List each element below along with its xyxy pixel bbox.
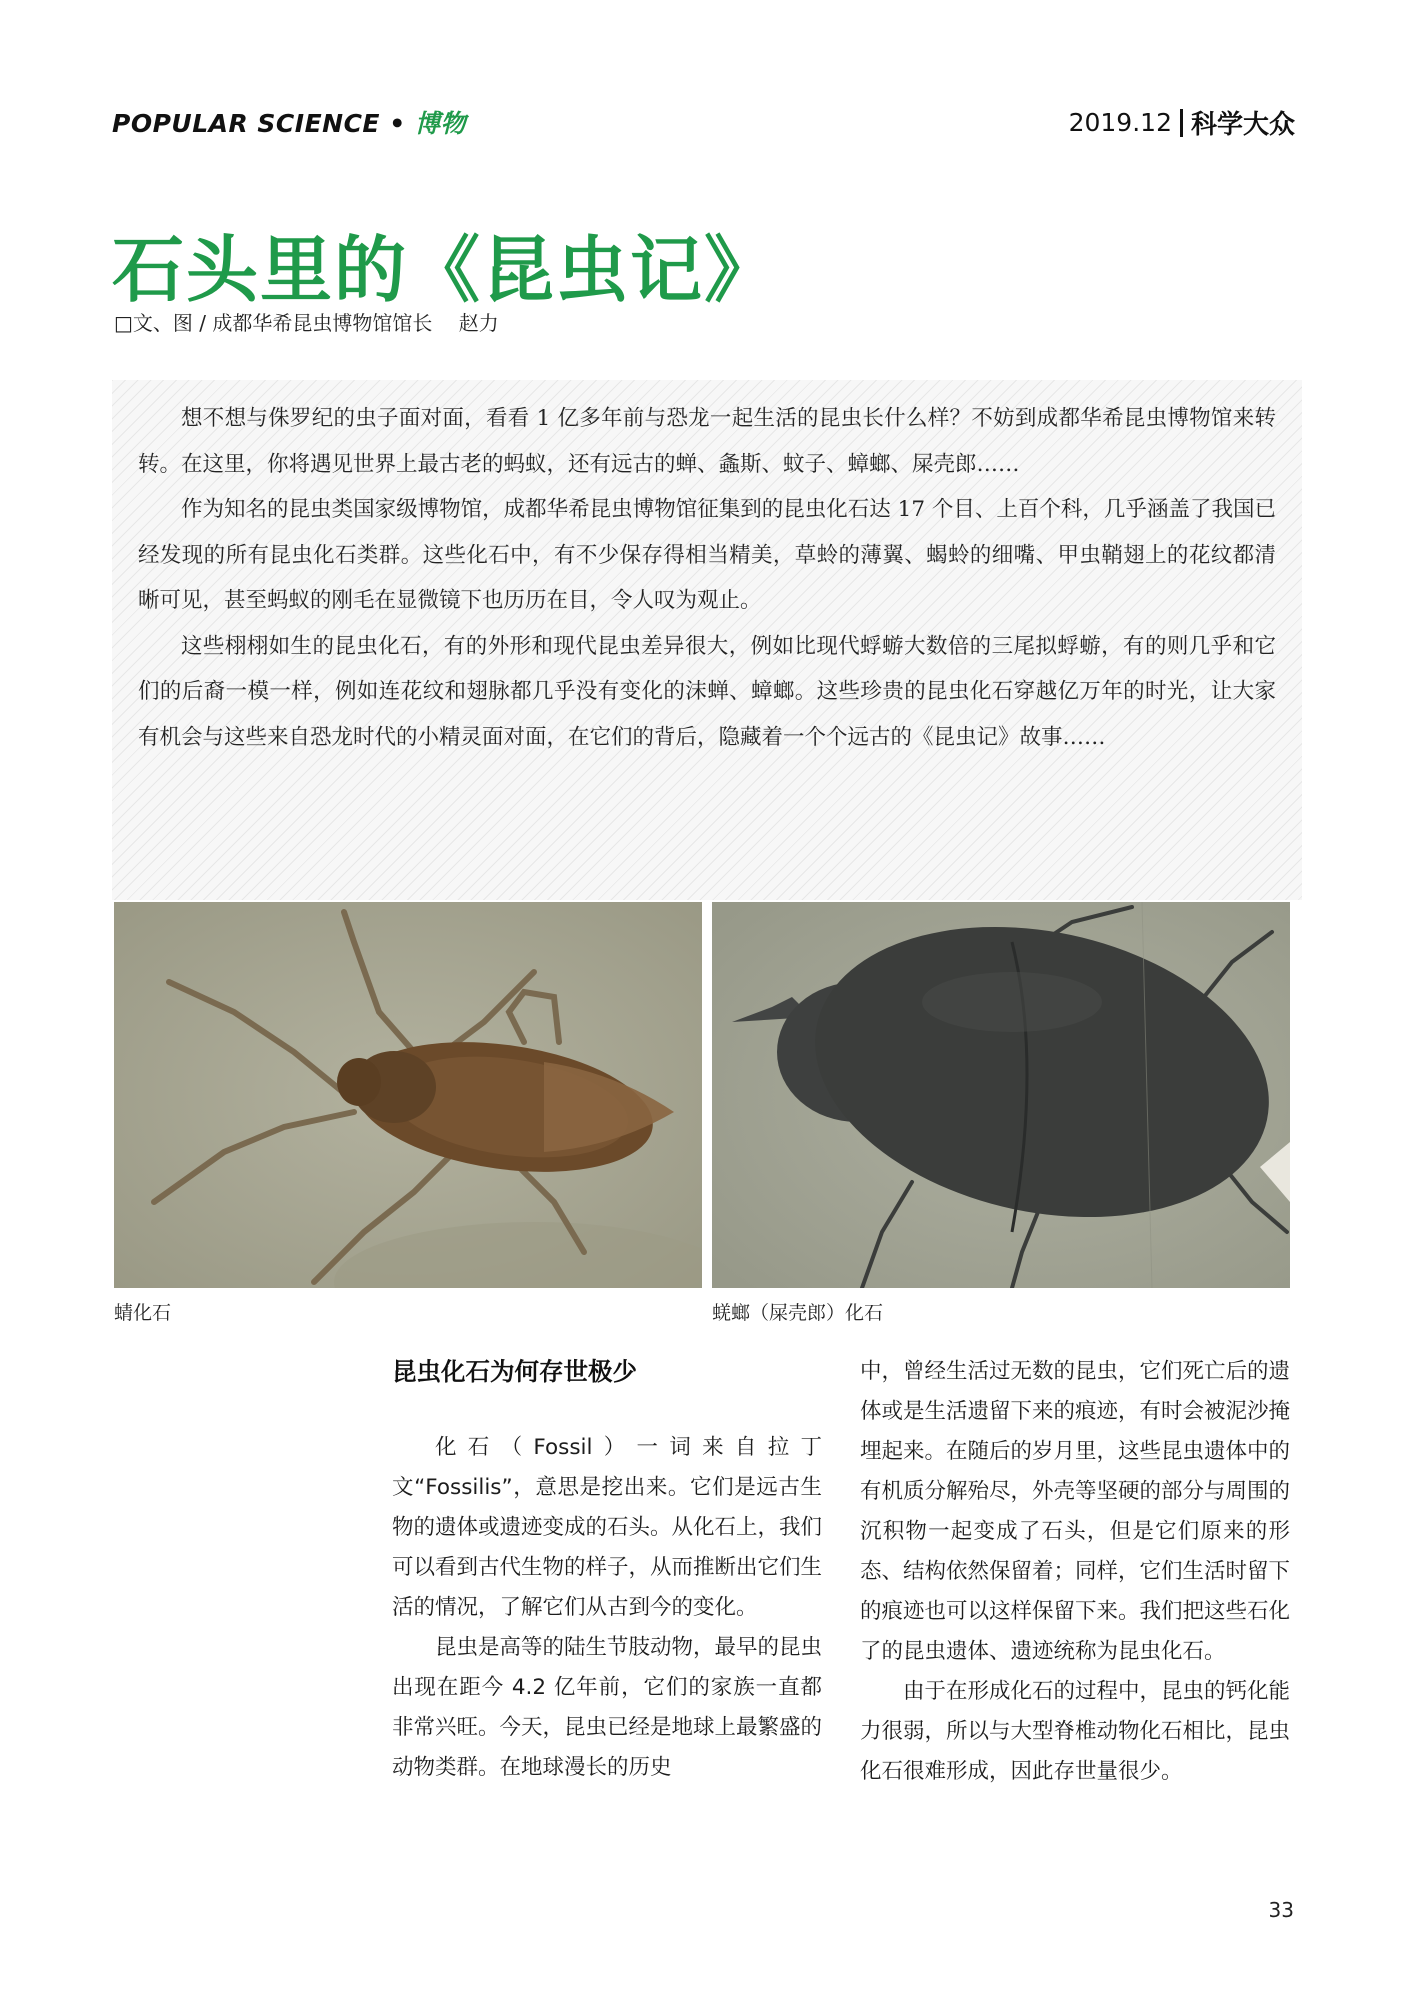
author-name: 赵力 xyxy=(458,311,499,335)
figure-caption-right: 蜣螂（屎壳郎）化石 xyxy=(712,1302,884,1324)
intro-paragraph: 这些栩栩如生的昆虫化石，有的外形和现代昆虫差异很大，例如比现代蜉蝣大数倍的三尾拟蜉蝣，有的则几乎和它们的后裔一模一样，例如连花纹和翅脉都几乎没有变化的沫蝉、蟑螂。这些珍贵的昆虫化石穿越亿万年的时光，让大家有机会与这些来自恐龙时代的小精灵面对面，在它们的背后，隐藏着一个个远古的《昆虫记》故事…… xyxy=(138,633,1276,750)
section-name: 博物 xyxy=(414,109,466,138)
intro-text xyxy=(138,396,1276,760)
fossil-photo-beetle xyxy=(712,902,1290,1288)
body-paragraph: 昆虫是高等的陆生节肢动物，最早的昆虫出现在距今 4.2 亿年前，它们的家族一直都非常兴旺。今天，昆虫已经是地球上最繁盛的动物类群。在地球漫长的历史 xyxy=(392,1635,823,1780)
byline xyxy=(114,307,499,336)
magazine-logo: 科学大众 xyxy=(1190,110,1295,140)
header-separator: • xyxy=(389,109,406,138)
running-header-brand xyxy=(112,104,466,140)
body-paragraph: 中，曾经生活过无数的昆虫，它们死亡后的遗体或是生活遗留下来的痕迹，有时会被泥沙掩埋起来。在随后的岁月里，这些昆虫遗体中的有机质分解殆尽，外壳等坚硬的部分与周围的沉积物一起变成了石头，但是它们原来的形态、结构依然保留着；同样，它们生活时留下的痕迹也可以这样保留下来。我们把这些石化了的昆虫遗体、遗迹统称为昆虫化石。 xyxy=(860,1359,1291,1664)
fossil-photo-dragonfly xyxy=(114,902,702,1288)
article-title: 石头里的《昆虫记》 xyxy=(112,228,779,312)
body-paragraph: 化石（Fossil）一词来自拉丁文“Fossilis”，意思是挖出来。它们是远古生物的遗体或遗迹变成的石头。从化石上，我们可以看到古代生物的样子，从而推断出它们生活的情况，了解它们从古到今的变化。 xyxy=(392,1435,823,1620)
intro-paragraph: 想不想与侏罗纪的虫子面对面，看看 1 亿多年前与恐龙一起生活的昆虫长什么样？不妨到成都华希昆虫博物馆来转转。在这里，你将遇见世界上最古老的蚂蚁，还有远古的蝉、螽斯、蚊子、蟑螂、屎壳郎…… xyxy=(138,406,1276,477)
body-column-right xyxy=(860,1352,1290,1792)
brand-name: POPULAR SCIENCE xyxy=(112,109,381,138)
beetle-fossil-illustration xyxy=(712,902,1290,1288)
issue-date: 2019.12 xyxy=(1068,108,1172,137)
byline-prefix: □文、图 / 成都华希昆虫博物馆馆长 xyxy=(114,311,433,335)
section-heading: 昆虫化石为何存世极少 xyxy=(392,1357,637,1386)
header-divider xyxy=(1180,109,1183,137)
body-paragraph: 由于在形成化石的过程中，昆虫的钙化能力很弱，所以与大型脊椎动物化石相比，昆虫化石很难形成，因此存世量很少。 xyxy=(860,1679,1291,1784)
running-header-issue xyxy=(1069,104,1295,141)
intro-box xyxy=(112,380,1302,900)
body-column-left xyxy=(392,1352,822,1788)
dragonfly-fossil-illustration xyxy=(114,902,702,1288)
intro-paragraph: 作为知名的昆虫类国家级博物馆，成都华希昆虫博物馆征集到的昆虫化石达 17 个目、上百个科，几乎涵盖了我国已经发现的所有昆虫化石类群。这些化石中，有不少保存得相当精美，草蛉的薄翼、蝎蛉的细嘴、甲虫鞘翅上的花纹都清晰可见，甚至蚂蚁的刚毛在显微镜下也历历在目，令人叹为观止。 xyxy=(138,497,1276,613)
figure-caption-left: 蜻化石 xyxy=(114,1302,172,1324)
page-number: 33 xyxy=(1268,1898,1294,1922)
